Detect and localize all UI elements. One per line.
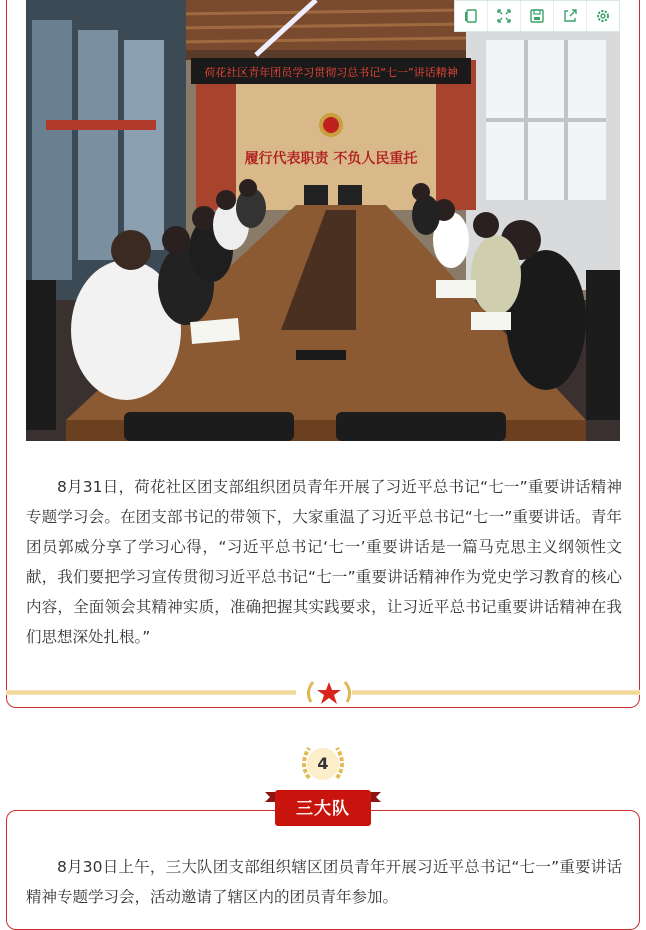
section-number: 4 — [317, 754, 329, 773]
copy-button[interactable] — [455, 1, 488, 31]
section-title-ribbon — [265, 788, 381, 828]
star-emblem-icon — [301, 678, 357, 706]
section4-paragraph: 8月30日上午，三大队团支部组织辖区团员青年开展习近平总书记“七一”重要讲话精神专题学习会，活动邀请了辖区内的团员青年参加。 — [26, 858, 622, 906]
copy-icon — [463, 8, 479, 24]
settings-button[interactable] — [587, 1, 619, 31]
section-title: 三大队 — [296, 799, 350, 819]
photo-wall-slogan: 履行代表职责 不负人民重托 — [244, 151, 418, 167]
photo-banner-text: 荷花社区青年团员学习贯彻习总书记“七一”讲话精神 — [204, 66, 458, 79]
meeting-photo — [26, 0, 620, 441]
meeting-photo-image — [26, 0, 620, 441]
share-icon — [562, 8, 578, 24]
divider-line-left — [6, 690, 296, 695]
share-button[interactable] — [554, 1, 587, 31]
expand-button[interactable] — [488, 1, 521, 31]
section3-paragraph: 8月31日，荷花社区团支部组织团员青年开展了习近平总书记“七一”重要讲话精神专题学习会。在团支部书记的带领下，大家重温了习近平总书记“七一”重要讲话。青年团员郭威分享了学习心得，“习近平总书记‘七一’重要讲话是一篇马克思主义纲领性文献，我们要把学习宣传贯彻习近平总书记“七一”重要讲话精神作为党史学习教育的核心内容，全面领会其精神实质，准确把握其实践要求，让习近平总书记重要讲话精神在我们思想深处扎根。” — [26, 478, 622, 646]
save-icon — [529, 8, 545, 24]
expand-icon — [496, 8, 512, 24]
save-button[interactable] — [521, 1, 554, 31]
section-divider — [6, 680, 640, 704]
section-number-badge — [297, 742, 349, 786]
settings-icon — [595, 8, 611, 24]
image-toolbar — [454, 0, 620, 32]
divider-line-right — [352, 690, 640, 695]
